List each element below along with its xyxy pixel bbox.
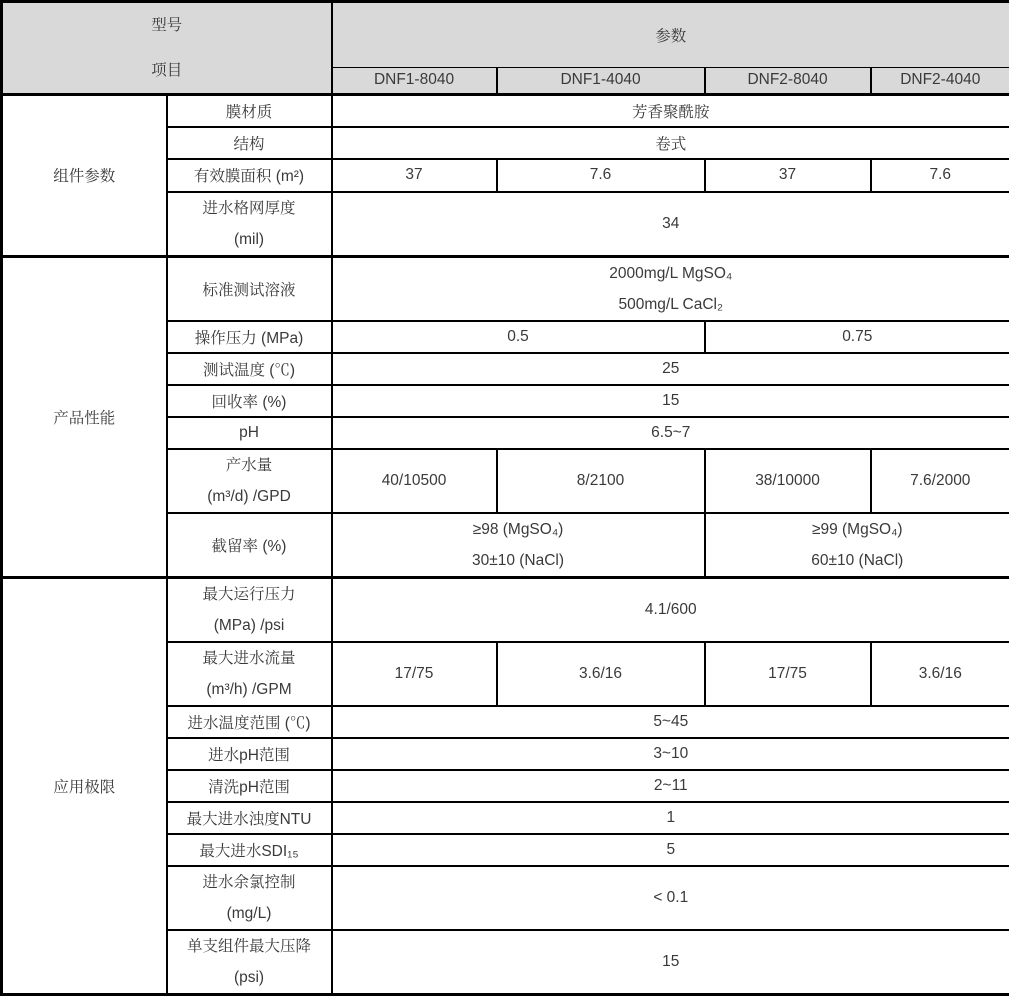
value-line: 60±10 (NaCl) <box>811 552 904 569</box>
row-label-feed-temp-range: 进水温度范围 (℃) <box>167 706 332 738</box>
row-label-line: (m³/d) /GPD <box>207 488 291 505</box>
row-label-membrane-material: 膜材质 <box>167 95 332 127</box>
group-label-component-params: 组件参数 <box>2 95 167 257</box>
row-label-max-pressure-drop <box>167 930 332 995</box>
cell-max-sdi-value: 5 <box>332 834 1009 866</box>
row-label-line: (mil) <box>233 230 265 248</box>
row-label-test-solution: 标准测试溶液 <box>167 256 332 321</box>
model-column-header-dnf1-8040: DNF1-8040 <box>332 67 497 94</box>
cell-feed-ph-range-value: 3~10 <box>332 738 1009 770</box>
group-label-product-performance: 产品性能 <box>2 256 167 578</box>
cell-permeate-flow-dnf1-4040: 8/2100 <box>497 449 705 513</box>
cell-residual-chlorine-value: < 0.1 <box>332 866 1009 930</box>
cell-max-feed-flow-dnf2-8040: 17/75 <box>705 642 871 706</box>
cell-operating-pressure-dnf2: 0.75 <box>705 321 1009 353</box>
corner-header-cell <box>2 2 332 95</box>
row-label-ph: pH <box>167 417 332 449</box>
cell-effective-area-dnf1-8040: 37 <box>332 159 497 192</box>
row-label-residual-chlorine <box>167 866 332 930</box>
row-label-operating-pressure: 操作压力 (MPa) <box>167 321 332 353</box>
cell-max-feed-flow-dnf1-4040: 3.6/16 <box>497 642 705 706</box>
row-label-line: 单支组件最大压降 <box>187 938 312 955</box>
row-label-permeate-flow <box>167 449 332 513</box>
row-label-cleaning-ph-range: 清洗pH范围 <box>167 770 332 802</box>
model-column-header-dnf2-4040: DNF2-4040 <box>871 67 1009 94</box>
cell-test-temperature-value: 25 <box>332 353 1009 385</box>
cell-max-pressure-drop-value: 15 <box>332 930 1009 995</box>
row-label-recovery: 回收率 (%) <box>167 385 332 417</box>
cell-permeate-flow-dnf2-8040: 38/10000 <box>705 449 871 513</box>
row-label-line: 最大进水流量 <box>202 650 296 667</box>
row-label-structure: 结构 <box>167 127 332 159</box>
row-label-feed-ph-range: 进水pH范围 <box>167 738 332 770</box>
cell-structure-value: 卷式 <box>332 127 1009 159</box>
row-label-max-feed-flow <box>167 642 332 706</box>
value-line: ≥98 (MgSO₄) <box>472 521 564 538</box>
row-label-line: (m³/h) /GPM <box>206 681 292 698</box>
row-label-max-turbidity: 最大进水浊度NTU <box>167 802 332 834</box>
cell-ph-value: 6.5~7 <box>332 417 1009 449</box>
cell-max-feed-flow-dnf2-4040: 3.6/16 <box>871 642 1009 706</box>
cell-permeate-flow-dnf2-4040: 7.6/2000 <box>871 449 1009 513</box>
param-header: 参数 <box>332 2 1009 68</box>
value-line: ≥99 (MgSO₄) <box>811 521 903 538</box>
cell-test-solution-value <box>332 256 1009 321</box>
cell-operating-pressure-dnf1: 0.5 <box>332 321 705 353</box>
model-column-header-dnf1-4040: DNF1-4040 <box>497 67 705 94</box>
value-line: 500mg/L CaCl₂ <box>618 295 724 313</box>
row-label-line: (mg/L) <box>226 905 272 922</box>
row-label-line: (MPa) /psi <box>213 617 285 634</box>
corner-model-label: 型号 <box>151 17 183 34</box>
cell-effective-area-dnf2-4040: 7.6 <box>871 159 1009 192</box>
cell-recovery-value: 15 <box>332 385 1009 417</box>
row-label-rejection: 截留率 (%) <box>167 513 332 578</box>
cell-rejection-dnf1 <box>332 513 705 578</box>
row-label-line: 最大运行压力 <box>202 586 296 603</box>
cell-max-turbidity-value: 1 <box>332 802 1009 834</box>
value-line: 30±10 (NaCl) <box>471 552 565 569</box>
model-column-header-dnf2-8040: DNF2-8040 <box>705 67 871 94</box>
row-label-test-temperature: 测试温度 (℃) <box>167 353 332 385</box>
row-label-feed-spacer <box>167 192 332 257</box>
row-label-line: 进水格网厚度 <box>202 199 296 217</box>
row-label-line: 产水量 <box>225 457 273 474</box>
cell-cleaning-ph-range-value: 2~11 <box>332 770 1009 802</box>
cell-max-feed-flow-dnf1-8040: 17/75 <box>332 642 497 706</box>
group-label-application-limits: 应用极限 <box>2 578 167 995</box>
cell-effective-area-dnf1-4040: 7.6 <box>497 159 705 192</box>
cell-feed-temp-range-value: 5~45 <box>332 706 1009 738</box>
cell-effective-area-dnf2-8040: 37 <box>705 159 871 192</box>
cell-permeate-flow-dnf1-8040: 40/10500 <box>332 449 497 513</box>
row-label-line: (psi) <box>233 969 265 986</box>
corner-item-label: 项目 <box>151 62 183 79</box>
row-label-max-sdi: 最大进水SDI₁₅ <box>167 834 332 866</box>
value-line: 2000mg/L MgSO₄ <box>609 264 733 282</box>
cell-membrane-material-value: 芳香聚酰胺 <box>332 95 1009 127</box>
row-label-line: 进水余氯控制 <box>202 874 296 891</box>
cell-rejection-dnf2 <box>705 513 1009 578</box>
row-label-effective-area: 有效膜面积 (m²) <box>167 159 332 192</box>
row-label-max-pressure <box>167 578 332 643</box>
cell-feed-spacer-value: 34 <box>332 192 1009 257</box>
cell-max-pressure-value: 4.1/600 <box>332 578 1009 643</box>
